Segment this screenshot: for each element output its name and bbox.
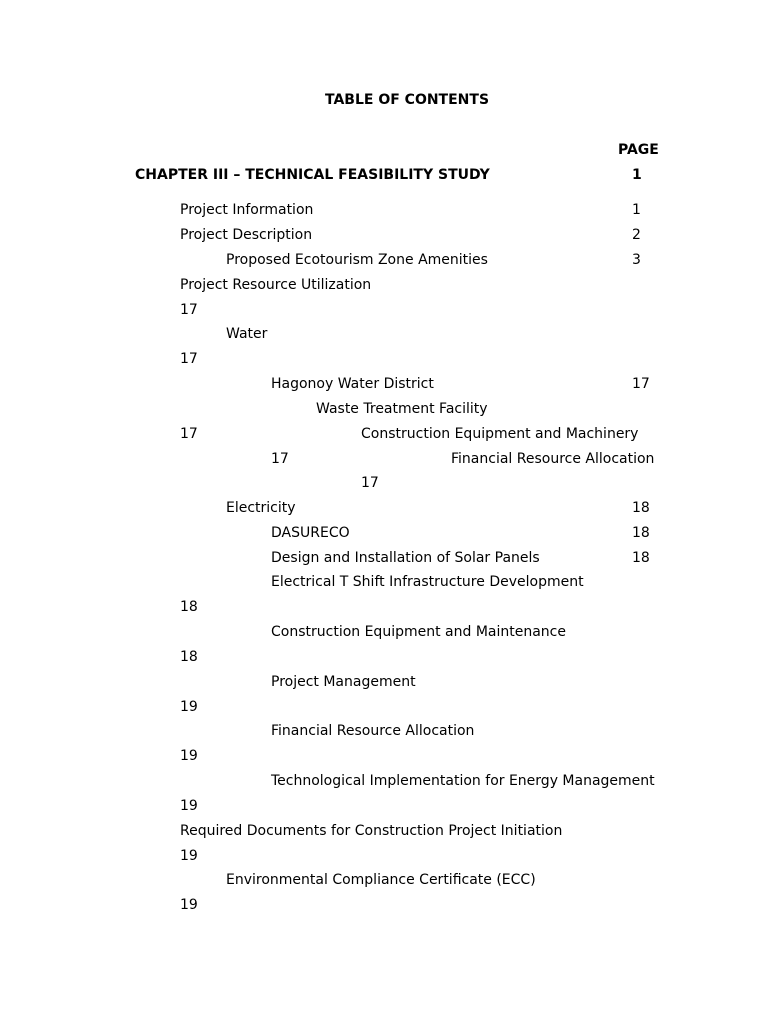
toc-entry-page: 19 [180,699,198,715]
toc-entry-page: 19 [180,848,198,864]
toc-entry-page: 19 [180,897,198,913]
toc-entry-page: 17 [180,351,198,367]
toc-entry-page: 3 [632,252,641,268]
chapter-page: 1 [632,167,642,183]
toc-entry-page: 17 [361,475,379,491]
toc-entry-page: 19 [180,798,198,814]
toc-entry-page: 17 [632,376,650,392]
toc-entry-label: Waste Treatment Facility [316,401,488,417]
chapter-title: CHAPTER III – TECHNICAL FEASIBILITY STUDY [135,167,490,183]
toc-entry-label: Environmental Compliance Certificate (ECC) [226,872,536,888]
toc-entry-label: Electricity [226,500,296,516]
toc-entry-page: 18 [180,599,198,615]
toc-entry-page: 17 [180,426,198,442]
toc-entry-label: Project Description [180,227,313,243]
toc-entry-page: 1 [632,202,641,218]
toc-entry-label: DASURECO [271,525,350,541]
toc-entry-label: Project Resource Utilization [180,277,372,293]
toc-entry-label: Financial Resource Allocation [271,723,475,739]
toc-entry-page: 2 [632,227,641,243]
toc-entry-label: Electrical T Shift Infrastructure Development [271,574,584,590]
toc-entry-label: Construction Equipment and Maintenance [271,624,566,640]
toc-entry-page: 18 [180,649,198,665]
toc-entry-label: Financial Resource Allocation [451,451,655,467]
toc-entry-page: 18 [632,550,650,566]
toc-entry-page: 18 [632,500,650,516]
toc-entry-page: 19 [180,748,198,764]
toc-entry-label: Water [226,326,268,342]
toc-entry-label: Design and Installation of Solar Panels [271,550,540,566]
page-column-header: PAGE [618,142,659,158]
toc-entry-label: Project Information [180,202,314,218]
toc-entry-label: Proposed Ecotourism Zone Amenities [226,252,488,268]
toc-entry-page: 17 [271,451,289,467]
toc-entry-label: Hagonoy Water District [271,376,434,392]
toc-entry-label: Project Management [271,674,416,690]
toc-entry-label: Construction Equipment and Machinery [361,426,639,442]
toc-entry-page: 18 [632,525,650,541]
toc-entry-page: 17 [180,302,198,318]
toc-title: TABLE OF CONTENTS [325,92,490,108]
toc-entry-label: Required Documents for Construction Project Initiation [180,823,563,839]
toc-entry-label: Technological Implementation for Energy Management [271,773,655,789]
